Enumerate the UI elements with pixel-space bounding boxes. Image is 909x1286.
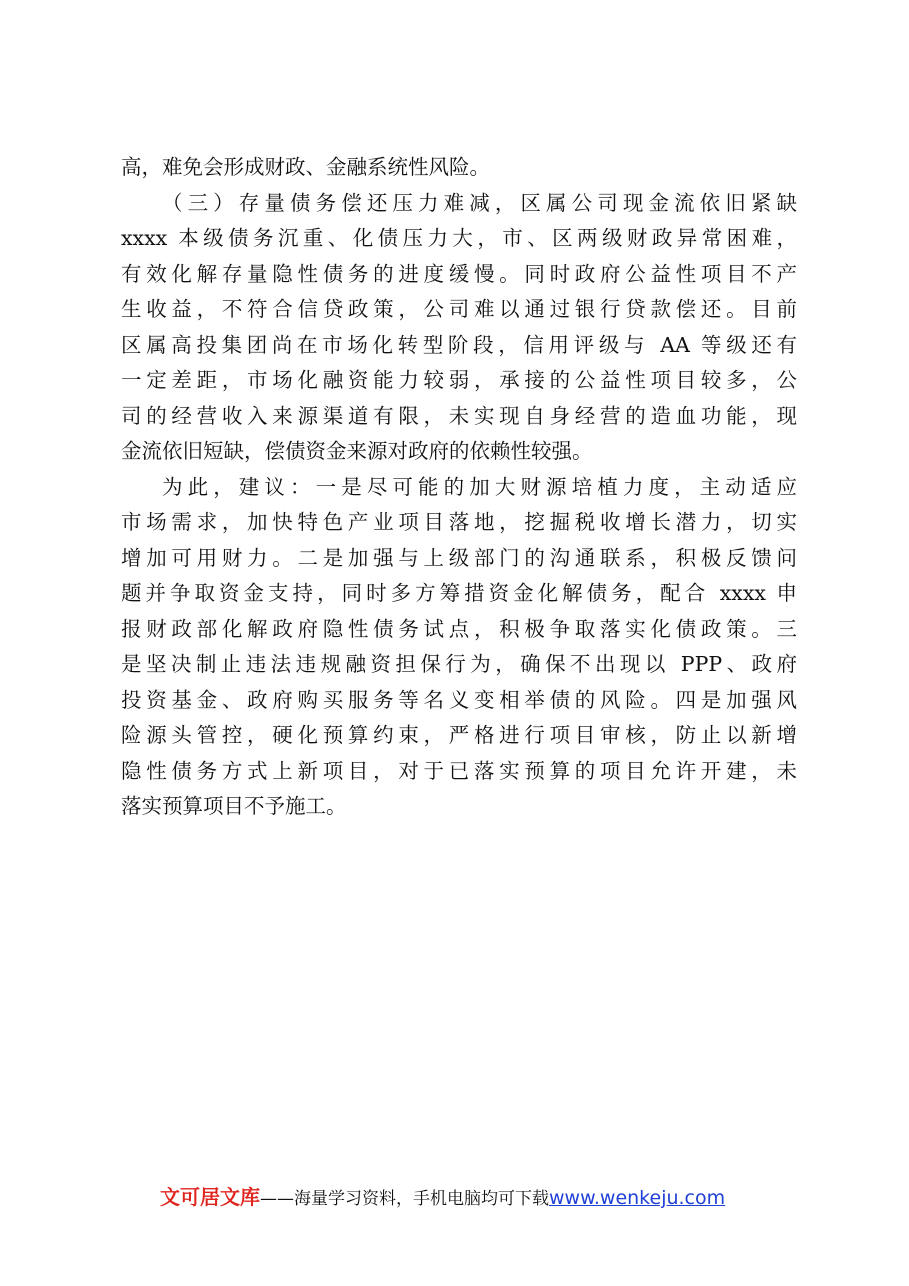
text-line: 落实预算项目不予施工。 [121,794,347,818]
text-line: 投资基金、政府购买服务等名义变相举债的风险。四是加强风 [121,687,797,712]
footer-site-link[interactable]: www.wenkeju.com [549,1187,726,1209]
text-line: 金流依旧短缺，偿债资金来源对政府的依赖性较强。 [121,439,593,463]
text-line: 题并争取资金支持，同时多方筹措资金化解债务，配合 xxxx 申 [121,581,797,605]
footer-slogan: ——海量学习资料，手机电脑均可下载 [260,1189,549,1209]
text-line: 区属高投集团尚在市场化转型阶段，信用评级与 AA 等级还有 [121,332,797,357]
text-line: （三）存量债务偿还压力难减，区属公司现金流依旧紧缺 [162,190,797,215]
text-line: 增加可用财力。二是加强与上级部门的沟通联系，积极反馈问 [121,545,797,570]
footer-banner [160,1182,800,1212]
text-line: 隐性债务方式上新项目，对于已落实预算的项目允许开建，未 [121,758,797,783]
footer-brand: 文可居文库 [160,1185,260,1209]
document-body [121,150,797,825]
text-line: xxxx 本级债务沉重、化债压力大，市、区两级财政异常困难， [121,226,797,250]
text-line: 险源头管控，硬化预算约束，严格进行项目审核，防止以新增 [121,723,797,747]
text-line: 是坚决制止违法违规融资担保行为，确保不出现以 PPP、政府 [121,652,797,676]
text-line: 生收益，不符合信贷政策，公司难以通过银行贷款偿还。目前 [121,297,797,321]
text-line: 报财政部化解政府隐性债务试点，积极争取落实化债政策。三 [121,616,797,641]
text-line: 一定差距，市场化融资能力较弱，承接的公益性项目较多，公 [121,368,797,392]
text-line: 司的经营收入来源渠道有限，未实现自身经营的造血功能，现 [121,403,797,428]
text-line: 市场需求，加快特色产业项目落地，挖掘税收增长潜力，切实 [121,510,797,534]
text-line: 为此，建议：一是尽可能的加大财源培植力度，主动适应 [162,474,797,499]
text-line: 高，难免会形成财政、金融系统性风险。 [121,155,490,179]
text-line: 有效化解存量隐性债务的进度缓慢。同时政府公益性项目不产 [121,261,797,286]
